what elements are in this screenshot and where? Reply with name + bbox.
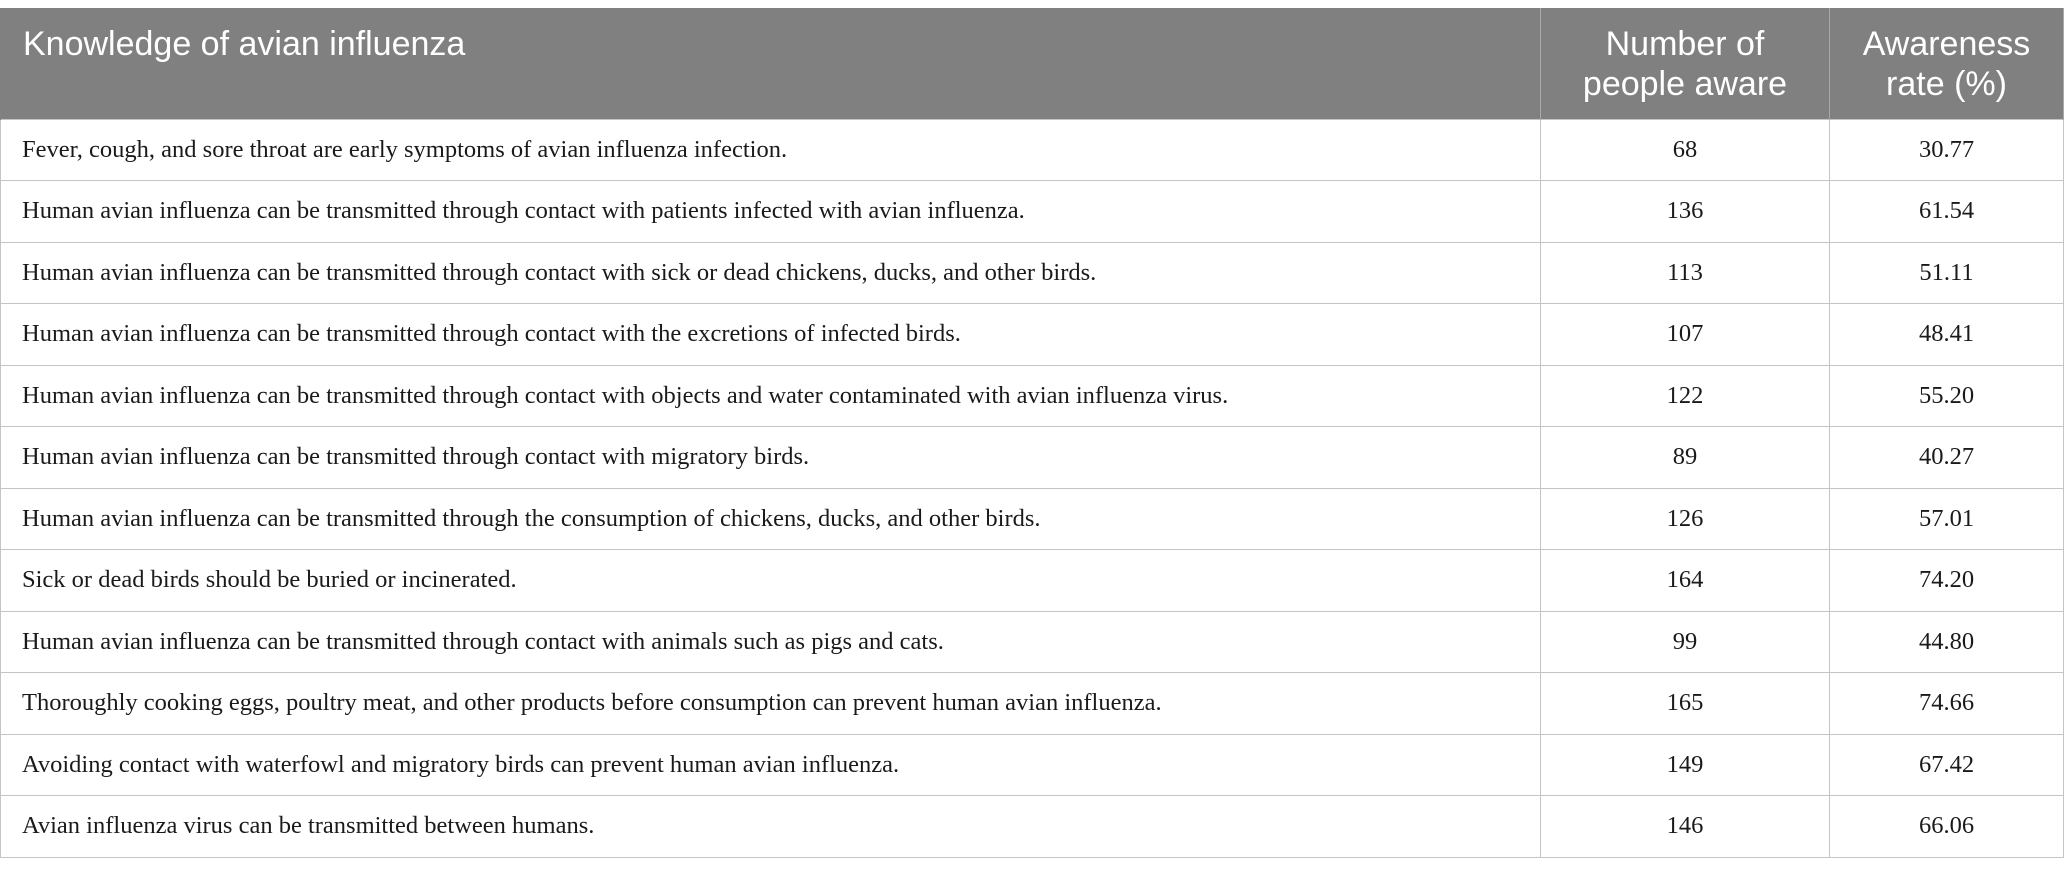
people-aware-cell: 126 — [1541, 488, 1830, 550]
knowledge-cell: Human avian influenza can be transmitted through the consumption of chickens, ducks, and other birds. — [1, 488, 1541, 550]
people-aware-cell: 89 — [1541, 427, 1830, 489]
table-row — [1, 365, 2064, 427]
header-number-aware — [1541, 8, 1830, 119]
awareness-rate-cell: 74.66 — [1830, 673, 2064, 735]
awareness-rate-cell: 44.80 — [1830, 611, 2064, 673]
awareness-rate-cell: 67.42 — [1830, 734, 2064, 796]
knowledge-cell: Sick or dead birds should be buried or incinerated. — [1, 550, 1541, 612]
table-row — [1, 550, 2064, 612]
knowledge-cell: Human avian influenza can be transmitted through contact with animals such as pigs and cats. — [1, 611, 1541, 673]
people-aware-cell: 146 — [1541, 796, 1830, 858]
people-aware-cell: 113 — [1541, 242, 1830, 304]
header-number-aware-line2: people aware — [1582, 65, 1788, 103]
awareness-rate-cell: 57.01 — [1830, 488, 2064, 550]
knowledge-cell: Human avian influenza can be transmitted through contact with objects and water contaminated with avian influenza virus. — [1, 365, 1541, 427]
table-row — [1, 734, 2064, 796]
people-aware-cell: 164 — [1541, 550, 1830, 612]
people-aware-cell: 165 — [1541, 673, 1830, 735]
table-row — [1, 488, 2064, 550]
knowledge-cell: Human avian influenza can be transmitted through contact with migratory birds. — [1, 427, 1541, 489]
knowledge-cell: Thoroughly cooking eggs, poultry meat, and other products before consumption can prevent human avian influenza. — [1, 673, 1541, 735]
header-awareness-rate-line2: rate (%) — [1886, 65, 2007, 103]
knowledge-cell: Avoiding contact with waterfowl and migratory birds can prevent human avian influenza. — [1, 734, 1541, 796]
header-row — [1, 8, 2064, 119]
table-row — [1, 304, 2064, 366]
awareness-rate-cell: 55.20 — [1830, 365, 2064, 427]
awareness-rate-cell: 61.54 — [1830, 181, 2064, 243]
table-row — [1, 119, 2064, 181]
people-aware-cell: 122 — [1541, 365, 1830, 427]
table-row — [1, 427, 2064, 489]
people-aware-cell: 149 — [1541, 734, 1830, 796]
table-row — [1, 611, 2064, 673]
awareness-rate-cell: 66.06 — [1830, 796, 2064, 858]
awareness-rate-cell: 48.41 — [1830, 304, 2064, 366]
knowledge-cell: Human avian influenza can be transmitted through contact with the excretions of infected birds. — [1, 304, 1541, 366]
table-row — [1, 673, 2064, 735]
knowledge-cell: Human avian influenza can be transmitted through contact with patients infected with avian influenza. — [1, 181, 1541, 243]
people-aware-cell: 68 — [1541, 119, 1830, 181]
knowledge-cell: Avian influenza virus can be transmitted between humans. — [1, 796, 1541, 858]
knowledge-table — [0, 8, 2064, 858]
awareness-rate-cell: 30.77 — [1830, 119, 2064, 181]
awareness-rate-cell: 40.27 — [1830, 427, 2064, 489]
table-body — [1, 119, 2064, 857]
people-aware-cell: 99 — [1541, 611, 1830, 673]
people-aware-cell: 107 — [1541, 304, 1830, 366]
table-row — [1, 181, 2064, 243]
awareness-rate-cell: 74.20 — [1830, 550, 2064, 612]
table-row — [1, 796, 2064, 858]
table-header — [1, 8, 2064, 119]
knowledge-cell: Human avian influenza can be transmitted through contact with sick or dead chickens, ducks, and other birds. — [1, 242, 1541, 304]
header-knowledge: Knowledge of avian influenza — [1, 8, 1541, 119]
header-number-aware-line1: Number of — [1605, 25, 1765, 63]
awareness-rate-cell: 51.11 — [1830, 242, 2064, 304]
header-awareness-rate — [1830, 8, 2064, 119]
people-aware-cell: 136 — [1541, 181, 1830, 243]
header-awareness-rate-line1: Awareness — [1862, 25, 2031, 63]
table-row — [1, 242, 2064, 304]
knowledge-cell: Fever, cough, and sore throat are early symptoms of avian influenza infection. — [1, 119, 1541, 181]
